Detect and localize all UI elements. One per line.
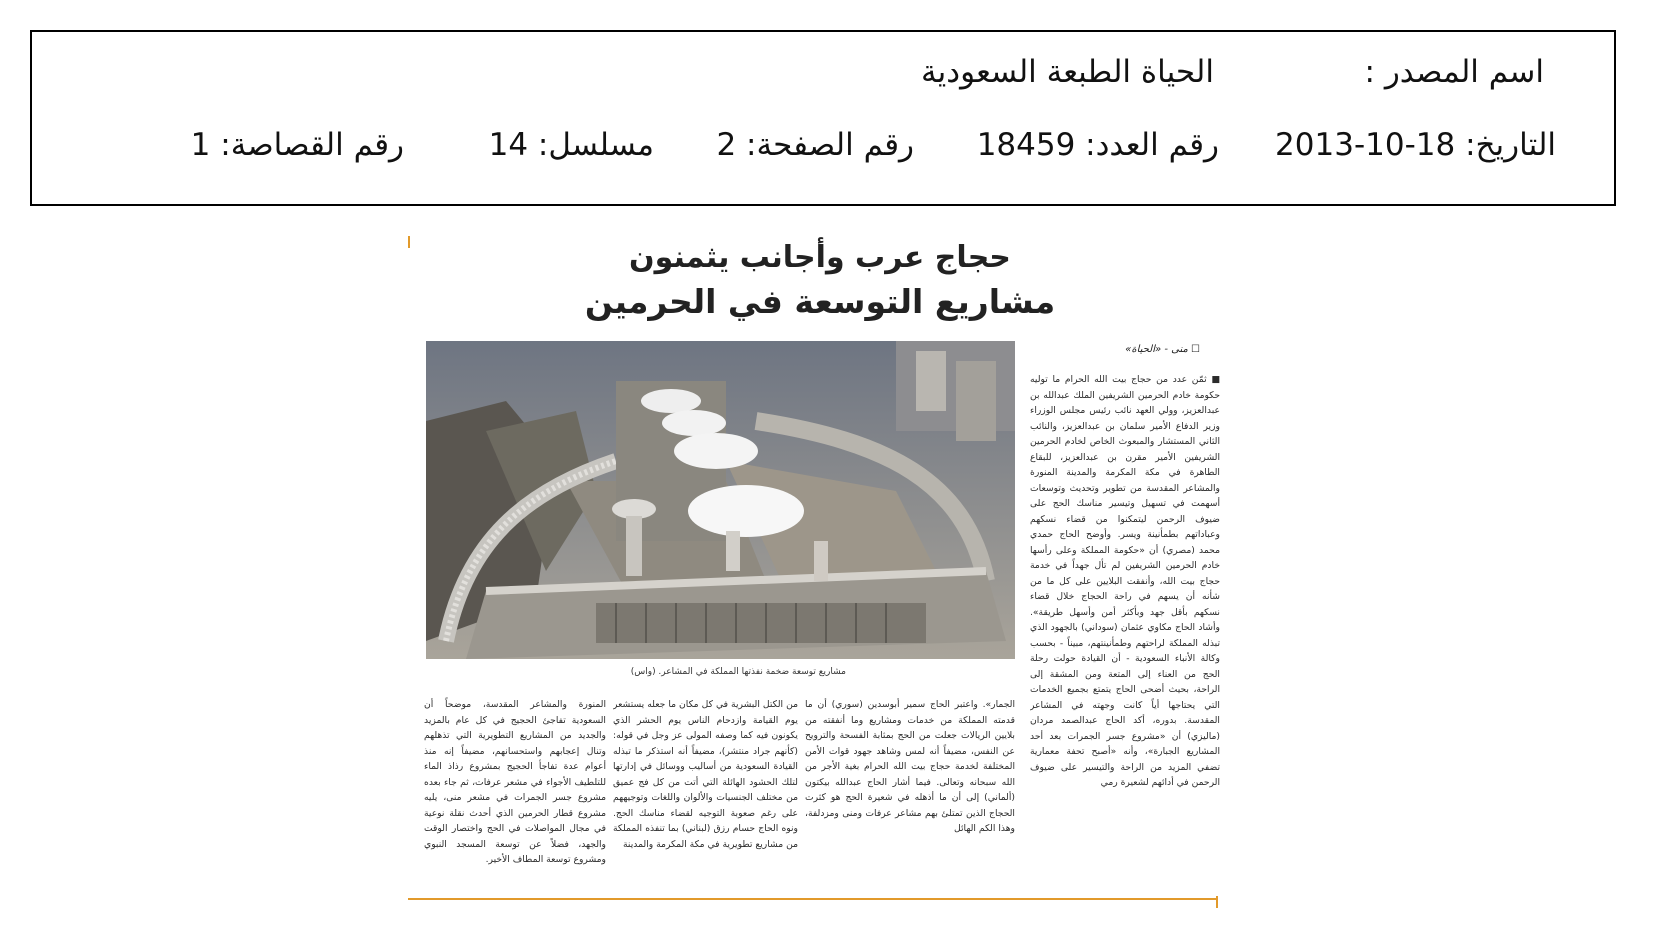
serial-field: مسلسل: 14 xyxy=(488,127,654,163)
clipping-corner-mark xyxy=(1216,896,1218,908)
page-number-field: رقم الصفحة: 2 xyxy=(716,127,914,163)
source-metadata-box xyxy=(30,30,1616,206)
article-column-bottom-2: من الكتل البشرية في كل مكان ما جعله يستشعر يوم القيامة وازدحام الناس يوم الحشر الذي يكونون فيه كما وصفه المولى عز وجل في قوله: (كأنهم جراد منتشر)، مضيفاً أنه استذكر ما تبذله القيادة السعودية من أساليب ووسائل في إدارتها لتلك الحشود الهائلة التي أتت من كل فج عميق من مختلف الجنسيات والألوان واللغات وتوجيههم على رغم صعوبة التوجيه لقضاء مناسك الحج. ونوه الحاج حسام رزق (لبناني) بما تنفذه المملكة من مشاريع تطويرية في مكة المكرمة والمدينة xyxy=(613,699,798,850)
article-photo xyxy=(426,341,1015,659)
clip-number-field: رقم القصاصة: 1 xyxy=(190,127,404,163)
jamarat-bridge-photo-icon xyxy=(426,341,1015,659)
issue-number-field: رقم العدد: 18459 xyxy=(976,127,1219,163)
clipping-edge-mark xyxy=(408,236,410,248)
headline-line-2: مشاريع التوسعة في الحرمين xyxy=(584,282,1056,321)
source-value: الحياة الطبعة السعودية xyxy=(921,54,1214,90)
article-column-bottom-1: الجمار». واعتبر الحاج سمير أبوسدين (سوري) أن ما قدمته المملكة من خدمات ومشاريع وما أنفقته من بلايين الريالات جعلت من الحج بمثابة الفسحة والترويح عن النفس، مضيفاً أنه لمس وشاهد جهود قوات الأمن المختلفة لخدمة حجاج بيت الله الحرام بغية الأجر من الله سبحانه وتعالى. فيما أشار الحاج عبدالله بيكتون (ألماني) إلى أن ما أذهله في شعيرة الحج هو كثرت الحجاج الذين تمتلئ بهم مشاعر عرفات ومنى ومزدلفة، وهذا الكم الهائل xyxy=(805,699,1015,834)
article-column-bottom-3: المنورة والمشاعر المقدسة، موضحاً أن السعودية تفاجئ الحجيج في كل عام بالمزيد والجديد من المشاريع التطويرية التي تذهلهم وتنال إعجابهم واستحسانهم، مضيفاً إنه منذ أعوام عدة تفاجأ الحجيج بمشروع رذاذ الماء للتلطيف الأجواء في مشعر عرفات، ثم جاء بعده مشروع جسر الجمرات في مشعر منى، يليه مشروع قطار الحرمين الذي أحدث نقلة نوعية في مجال المواصلات في الحج واختصار الوقت والجهد، فضلاً عن توسعة المسجد النبوي ومشروع توسعة المطاف الأخير. xyxy=(424,699,606,865)
headline-line-1: حجاج عرب وأجانب يثمنون xyxy=(629,240,1011,275)
photo-caption: مشاريع توسعة ضخمة نفذتها المملكة في المشاعر. (واس) xyxy=(630,667,846,677)
source-label: اسم المصدر : xyxy=(1364,54,1544,90)
date-field: التاريخ: 18-10-2013 xyxy=(1275,127,1556,163)
article-column-right: ■ ثمّن عدد من حجاج بيت الله الحرام ما توليه حكومة خادم الحرمين الشريفين الملك عبدالله بن عبدالعزيز، وولي العهد نائب رئيس مجلس الوزراء وزير الدفاع الأمير سلمان بن عبدالعزيز، والنائب الثاني المستشار والمبعوث الخاص لخادم الحرمين الشريفين الأمير مقرن بن عبدالعزيز، للبقاع الطاهرة في مكة المكرمة والمدينة المنورة والمشاعر المقدسة من تطوير وتحديث وتوسعات أسهمت في تسهيل وتيسير مناسك الحج على ضيوف الرحمن ليتمكنوا من قضاء نسكهم وعباداتهم بطمأنينة ويسر. وأوضح الحاج حمدي محمد (مصري) أن «حكومة المملكة وعلى رأسها خادم الحرمين الشريفين لم تأل جهداً في خدمة حجاج بيت الله، وأنفقت البلايين على كل ما من شأنه أن يسهم في راحة الحجاج خلال قضاء نسكهم بأقل جهد وبأكثر أمن وأسهل طريقة». وأشاد الحاج مكاوي عثمان (سوداني) بالجهود الذي تبذله المملكة لراحتهم وطمأنينتهم، مبيناً - بحسب وكالة الأنباء السعودية - أن القيادة حولت رحلة الحج من العناء إلى المتعة ومن المشقة إلى الراحة، بحيث أضحى الحاج يتمتع بجميع الخدمات التي يحتاجها أياً كانت وجهته في المشاعر المقدسة. بدوره، أكد الحاج عبدالصمد مردان (ماليزي) أن «مشروع جسر الجمرات بعد أحد المشاريع الجبارة»، وأنه «أصبح تحفة معمارية تضفي المزيد من الراحة والتيسير على ضيوف الرحمن في أدائهم لشعيرة رمي xyxy=(1030,374,1220,788)
article-byline: ☐ منى - «الحياة» xyxy=(1125,344,1200,355)
clipping-bottom-rule xyxy=(408,898,1218,900)
